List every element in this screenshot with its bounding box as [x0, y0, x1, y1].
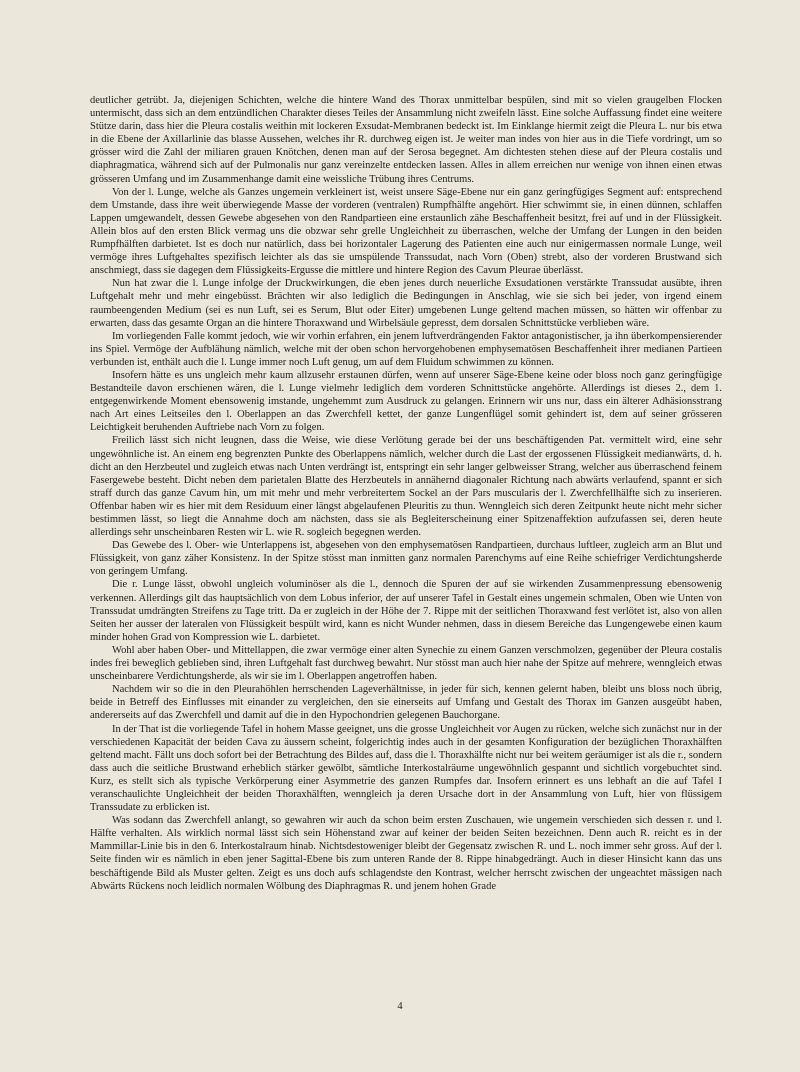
paragraph: Nachdem wir so die in den Pleurahöhlen herrschenden Lageverhältnisse, in jeder für sich, kennen gelernt haben, bleibt uns bloss noch übrig, beide in Betreff des Einflusses mit einander zu vergleichen, den sie einerseits auf Umfang und Gestalt des Thorax im Ganzen ausgeübt haben, andererseits auf das Zwerchfell und damit auf die in den Hypochondrien gelegenen Bauchorgane.	[90, 684, 722, 722]
body-text	[90, 94, 722, 893]
paragraph: Die r. Lunge lässt, obwohl ungleich voluminöser als die l., dennoch die Spuren der auf sie wirkenden Zusammenpressung ebensowenig verkennen. Allerdings gilt das hauptsächlich von dem Lobus inferior, der auf unserer Tafel in Gestalt eines ungemein schmalen, Oben wie Unten von Transsudat umdrängten Streifens zu Tage tritt. Da er zugleich in der Höhe der 7. Rippe mit der seitlichen Thoraxwand fest verlötet ist, also von allen Seiten her ausser der lateralen von Flüssigkeit bespült wird, kann es nicht Wunder nehmen, dass in diesem Bereiche das Lungengewebe einen kaum minder hohen Grad von Kompression wie L. darbietet.	[90, 579, 722, 643]
paragraph: In der That ist die vorliegende Tafel in hohem Masse geeignet, uns die grosse Ungleichheit vor Augen zu rücken, welche sich zunächst nur in der verschiedenen Kapacität der beiden Cava zu äussern scheint, folgerichtig indes auch in der gesamten Konfiguration der bezüglichen Thoraxhälften geltend macht. Fällt uns doch sofort bei der Betrachtung des Bildes auf, dass die l. Thoraxhälfte nicht nur bei weitem geräumiger ist als die r., sondern dass auch die seitliche Brustwand erheblich stärker gewölbt, sämtliche Interkostalräume ungewöhnlich gespannt und sichtlich vorgebuchtet sind. Kurz, es stellt sich als typische Verkörperung einer Asymmetrie des ganzen Rumpfes dar. Insofern erinnert es uns lebhaft an die auf Tafel I veranschaulichte Ungleichheit der beiden Thoraxhälften, wenngleich ja deren Ursache dort in der Ansammlung von Luft, hier von flüssigem Transsudate zu erblicken ist.	[90, 723, 722, 814]
paragraph: Wohl aber haben Ober- und Mittellappen, die zwar vermöge einer alten Synechie zu einem Ganzen verschmolzen, gegenüber der Pleura costalis indes frei beweglich geblieben sind, ihren Luftgehalt fast durchweg bewahrt. Nur stösst man auch hier nahe der Spitze auf mehrere, wenngleich etwas unscheinbarere Verdichtungsherde, als wir sie im l. Oberlappen angetroffen haben.	[90, 644, 722, 683]
paragraph: Von der l. Lunge, welche als Ganzes ungemein verkleinert ist, weist unsere Säge-Ebene nur ein ganz geringfügiges Segment auf: entsprechend dem Umstande, dass ihre weit überwiegende Masse der vorderen (ventralen) Rumpfhälfte angehört. Hier schwimmt sie, in einen dünnen, schlaffen Lappen umgewandelt, dessen Gewebe abgesehen von den Randpartieen eine erstaunlich zähe Beschaffenheit besitzt, frei auf und in der Flüssigkeit. Allein blos auf den ersten Blick vermag uns die obzwar sehr grelle Ungleichheit zu überraschen, welche der Umfang der Lungen in den beiden Rumpfhälften darbietet. Ist es doch nur natürlich, dass bei horizontaler Lagerung des Patienten eine auch nur einigermassen normale Lunge, weil vermöge ihres Luftgehaltes spezifisch leichter als das sie umspülende Transsudat, nach Vorn (Oben) strebt, also der vorderen Brustwand sich anschmiegt, dass sie dagegen dem Flüssigkeits-Ergusse die mittlere und hintere Region des Cavum Pleurae überlässt.	[90, 186, 722, 277]
paragraph: deutlicher getrübt. Ja, diejenigen Schichten, welche die hintere Wand des Thorax unmittelbar bespülen, sind mit so vielen graugelben Flocken untermischt, dass sich an dem entzündlichen Charakter dieses Teiles der Ansammlung nicht zweifeln lässt. Eine solche Auffassung findet eine weitere Stütze darin, dass hier die Pleura costalis weithin mit lockeren Exsudat-Membranen bedeckt ist. Im Einklange hiermit zeigt die Pleura L. nur bis etwa in die Ebene der Axillarlinie das blasse Aussehen, welches ihr R. durchweg eigen ist. Je weiter man indes von hier aus in die Tiefe vordringt, um so grösser wird die Zahl der miliaren grauen Knötchen, denen man auf der Serosa begegnet. Am dichtesten stehen diese auf der Pleura costalis und diaphragmatica, während sich auf der Pulmonalis nur ganz vereinzelte entdecken lassen. Alles in allem erreichen nur wenige von ihnen einen etwas grösseren Umfang und im Zusammenhange damit eine weissliche Trübung ihres Centrums.	[90, 95, 722, 185]
paragraph: Nun hat zwar die l. Lunge infolge der Druckwirkungen, die eben jenes durch neuerliche Exsudationen verstärkte Transsudat ausübte, ihren Luftgehalt mehr und mehr eingebüsst. Brächten wir also lediglich die Bedingungen in Anschlag, wie sie sich bei jeder, von irgend einem raumbeengenden Medium (sei es nun Luft, sei es Serum, Blut oder Eiter) umgebenen Lunge geltend machen müssen, so hätten wir offenbar zu erwarten, dass das gesamte Organ an die hintere Thoraxwand und Wirbelsäule gepresst, dem dorsalen Schnittstücke verblieben wäre.	[90, 278, 722, 329]
paragraph: Das Gewebe des l. Ober- wie Unterlappens ist, abgesehen von den emphysematösen Randpartieen, durchaus luftleer, zugleich arm an Blut und Flüssigkeit, von ganz zäher Konsistenz. In der Spitze stösst man inmitten ganz normalen Parenchyms auf eine Reihe schiefriger Verdichtungsherde von geringem Umfang.	[90, 540, 722, 578]
paragraph: Was sodann das Zwerchfell anlangt, so gewahren wir auch da schon beim ersten Zuschauen, wie ungemein verschieden sich dessen r. und l. Hälfte verhalten. Als wirklich normal lässt sich sein Höhenstand zwar auf keiner der beiden Seiten bezeichnen. Denn auch R. reicht es in der Mammillar-Linie bis in den 6. Interkostalraum hinab. Nichtsdestoweniger bleibt der Gegensatz zwischen R. und L. noch immer sehr gross. Auf der l. Seite finden wir es nämlich in eben jener Sagittal-Ebene bis zum unteren Rande der 8. Rippe hinabgedrängt. Auch in dieser Hinsicht kann das uns beschäftigende Bild als Muster gelten. Zeigt es uns doch aufs schlagendste den Kontrast, welcher herrscht zwischen der ungeachtet mässigen nach Abwärts Rückens noch leidlich normalen Wölbung des Diaphragmas R. und jenem hohen Grade	[90, 815, 722, 892]
paragraph: Im vorliegenden Falle kommt jedoch, wie wir vorhin erfahren, ein jenem luftverdrängenden Faktor antagonistischer, ja ihn überkompensierender ins Spiel. Vermöge der Aufblähung nämlich, welche mit der oben schon hervorgehobenen emphysematösen Beschaffenheit ihrer medianen Partieen verbunden ist, enthält auch die l. Lunge immer noch Luft genug, um auf dem Fluidum schwimmen zu können.	[90, 330, 722, 368]
paragraph: Insofern hätte es uns ungleich mehr kaum allzusehr erstaunen dürfen, wenn auf unserer Säge-Ebene keine oder bloss noch ganz geringfügige Bestandteile davon erschienen wären, die l. Lunge vielmehr lediglich dem vorderen Schnittstücke angehörte. Allerdings ist dieses 2., dem 1. entgegenwirkende Moment ebensowenig imstande, ungehemmt zum Ausdruck zu gelangen. Erinnern wir uns nur, dass ein älterer Adhäsionsstrang nach Art eines Leitseiles den l. Oberlappen an das Zwerchfell kettet, der ganze Lungenflügel somit gehindert ist, dem auf seiner grösseren Leichtigkeit beruhenden Auftriebe nach Vorn zu folgen.	[90, 369, 722, 434]
paragraph: Freilich lässt sich nicht leugnen, dass die Weise, wie diese Verlötung gerade bei der uns beschäftigenden Pat. vermittelt wird, eine sehr ungewöhnliche ist. An einem eng begrenzten Punkte des Oberlappens nämlich, welcher durch die Last der ergossenen Flüssigkeit medianwärts, d. h. dicht an den Herzbeutel und zugleich etwas nach Unten verdrängt ist, entspringt ein sehr langer gelbweisser Strang, welcher aus überraschend feinem Fasergewebe besteht. Dicht neben dem parietalen Blatte des Herzbeutels in annähernd diagonaler Richtung nach abwärts verlaufend, spannt er sich straff durch das ganze Cavum hin, um mit mehr und mehr verbreitertem Sockel an der Pars muscularis der l. Zwerchfellhälfte sich zu inserieren. Offenbar haben wir es hier mit dem Residuum einer längst abgelaufenen Pleuritis zu thun. Wenngleich sich deren Zeitpunkt heute nicht mehr sicher bestimmen lässt, so liegt die Annahme doch am nächsten, dass sie als Begleiterscheinung einer Spitzenaffektion aufzufassen sei, deren heute allerdings sehr unscheinbaren Resten wir L. wie R. sogleich begegnen werden.	[90, 435, 722, 539]
page-number: 4	[397, 1001, 403, 1012]
